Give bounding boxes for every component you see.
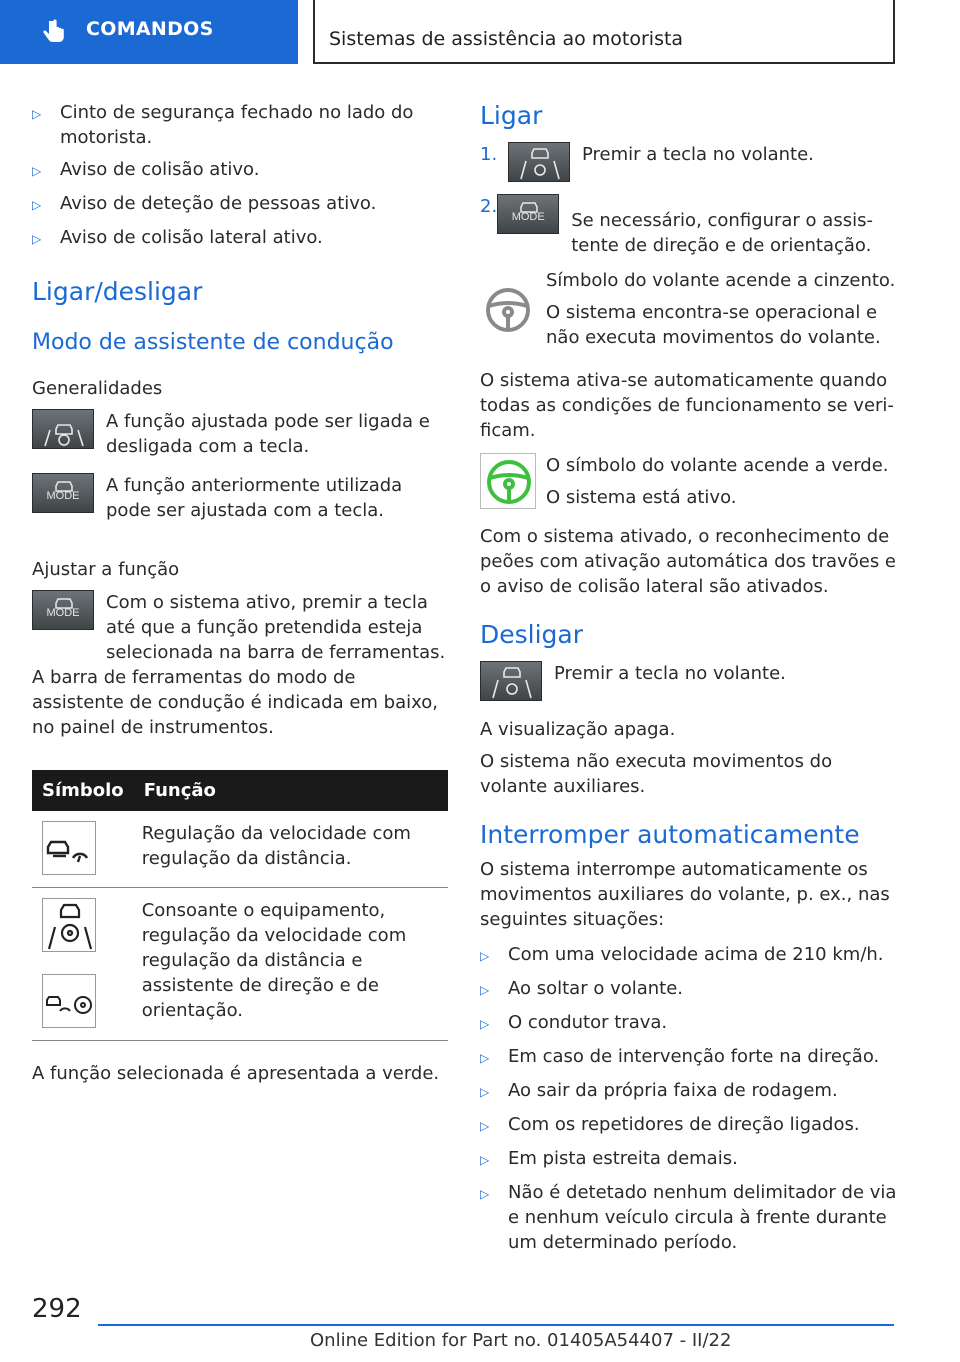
- list-item: ▷ Aviso de colisão lateral ativo.: [32, 225, 448, 252]
- ajustar-text-2: A barra de ferramentas do modo de assistente de condução é indicada em baixo, no painel de instrumentos.: [32, 667, 438, 738]
- footer-divider: [98, 1324, 894, 1326]
- table-cell: Regulação da velocidade com regulação da distância.: [134, 811, 448, 888]
- list-item: ▷ Com os repetidores de direção ligados.: [480, 1112, 898, 1139]
- step-1: [480, 142, 898, 182]
- desligar-text: Premir a tecla no volante.: [554, 663, 786, 684]
- step-number: 1.: [480, 144, 498, 165]
- section-title: Sistemas de assistência ao motorista: [329, 28, 684, 50]
- bullet-triangle-icon: ▷: [32, 164, 42, 178]
- table-header-symbol: Símbolo: [32, 770, 134, 811]
- ajustar-row: [32, 590, 448, 665]
- table-row: [32, 888, 448, 1041]
- bullet-triangle-icon: ▷: [480, 983, 490, 997]
- assist-button-icon: [508, 142, 570, 182]
- list-item: ▷ O condutor trava.: [480, 1010, 898, 1037]
- mode-button-icon: MODE: [497, 194, 559, 234]
- steering-wheel-grey-icon: [480, 282, 536, 338]
- symbol-table: [32, 770, 448, 1041]
- tab-comandos[interactable]: [0, 0, 298, 64]
- bullet-triangle-icon: ▷: [480, 1119, 490, 1133]
- page-number: 292: [32, 1294, 82, 1324]
- bullet-triangle-icon: ▷: [480, 1017, 490, 1031]
- edition-text: Online Edition for Part no. 01405A54407 - II/22: [310, 1330, 732, 1351]
- bullet-triangle-icon: ▷: [480, 949, 490, 963]
- steering-assist-symbol-icon: [42, 898, 96, 952]
- assist-button-icon: [480, 661, 542, 701]
- generalidades-row-2: [32, 473, 448, 523]
- heading-modo-assistente: Modo de assistente de condução: [32, 330, 394, 355]
- section-tab: [313, 0, 895, 64]
- assist-button-icon: [32, 409, 94, 449]
- green-text-2: O sistema está ativo.: [546, 487, 737, 508]
- left-column: [32, 100, 448, 1086]
- bullet-triangle-icon: ▷: [32, 198, 42, 212]
- right-column: [480, 100, 898, 1262]
- heading-generalidades: Generalidades: [32, 378, 163, 399]
- table-header-function: Função: [134, 770, 448, 811]
- grey-wheel-row: [480, 268, 898, 350]
- interromper-text: O sistema interrompe automaticamente os movimentos auxiliares do volante, p. ex., nas seguintes situações:: [480, 859, 890, 930]
- list-item: ▷ Em pista estreita demais.: [480, 1146, 898, 1173]
- list-item: ▷ Não é detetado nenhum delimitador de via e nenhum veículo circula à frente durante um determinado período.: [480, 1182, 897, 1253]
- gen-text-2: A função anteriormente utilizada pode ser ajustada com a tecla.: [106, 475, 403, 521]
- steering-wheel-green-icon: [480, 453, 536, 509]
- heading-ligar-desligar: Ligar/desligar: [32, 277, 203, 306]
- off-text-1: A visualização apaga.: [480, 719, 676, 740]
- tab-label: COMANDOS: [86, 18, 214, 40]
- step-1-text: Premir a tecla no volante.: [582, 144, 814, 165]
- bullet-triangle-icon: ▷: [32, 232, 42, 246]
- distance-control-symbol-icon: [42, 821, 96, 875]
- bullet-triangle-icon: ▷: [480, 1187, 490, 1201]
- table-cell: Consoante o equipamento, regulação da velocidade com regulação da distância e assistente de direção e de orientação.: [134, 888, 448, 1041]
- bullet-triangle-icon: ▷: [32, 107, 42, 121]
- off-text-2: O sistema não executa movimentos do volante auxiliares.: [480, 751, 833, 797]
- list-item: ▷ Aviso de deteção de pessoas ativo.: [32, 191, 448, 218]
- grey-text-2: O sistema encontra-se operacional e não executa movimentos do volante.: [546, 302, 881, 348]
- interromper-list: [480, 942, 898, 1255]
- step-2: [480, 194, 898, 258]
- auto-text: O sistema ativa-se automaticamente quando todas as condições de funcionamento se verificam.: [480, 370, 894, 441]
- list-item: ▷ Em caso de intervenção forte na direção.: [480, 1044, 898, 1071]
- heading-ajustar: Ajustar a função: [32, 559, 180, 580]
- mode-button-icon: MODE: [32, 590, 94, 630]
- green-wheel-row: [480, 453, 898, 510]
- bullet-triangle-icon: ▷: [480, 1085, 490, 1099]
- gen-text-1: A função ajustada pode ser ligada e desligada com a tecla.: [106, 411, 430, 457]
- green-text-1: O símbolo do volante acende a verde.: [546, 455, 889, 476]
- bullet-triangle-icon: ▷: [480, 1153, 490, 1167]
- bullet-triangle-icon: ▷: [480, 1051, 490, 1065]
- heading-ligar: Ligar: [480, 101, 543, 130]
- list-item: ▷ Com uma velocidade acima de 210 km/h.: [480, 942, 898, 969]
- hand-pointer-icon: [40, 18, 68, 46]
- steering-distance-symbol-icon: [42, 974, 96, 1028]
- list-item: ▷ Cinto de segurança fechado no lado do motorista.: [32, 102, 414, 148]
- page-footer: [0, 1290, 960, 1362]
- step-number: 2.: [480, 196, 498, 217]
- mode-button-icon: MODE: [32, 473, 94, 513]
- list-item: ▷ Ao soltar o volante.: [480, 976, 898, 1003]
- grey-text-1: Símbolo do volante acende a cinzento.: [546, 270, 896, 291]
- page-header: [0, 0, 960, 66]
- table-row: [32, 811, 448, 888]
- activated-text: Com o sistema ativado, o reconhecimento de peões com ativação automática dos travões e o aviso de colisão lateral são ativados.: [480, 526, 897, 597]
- after-table-text: A função selecionada é apresentada a verde.: [32, 1063, 440, 1084]
- heading-desligar: Desligar: [480, 620, 584, 649]
- step-2-text: Se necessário, configurar o assistente de direção e de orientação.: [571, 210, 873, 256]
- desligar-row: [480, 661, 898, 701]
- generalidades-row-1: [32, 409, 448, 459]
- list-item: ▷ Aviso de colisão ativo.: [32, 157, 448, 184]
- ajustar-text: Com o sistema ativo, premir a tecla até que a função pretendida esteja selecionada na barra de ferramentas.: [106, 592, 446, 663]
- heading-interromper: Interromper automaticamente: [480, 820, 860, 849]
- list-item: ▷ Ao sair da própria faixa de rodagem.: [480, 1078, 898, 1105]
